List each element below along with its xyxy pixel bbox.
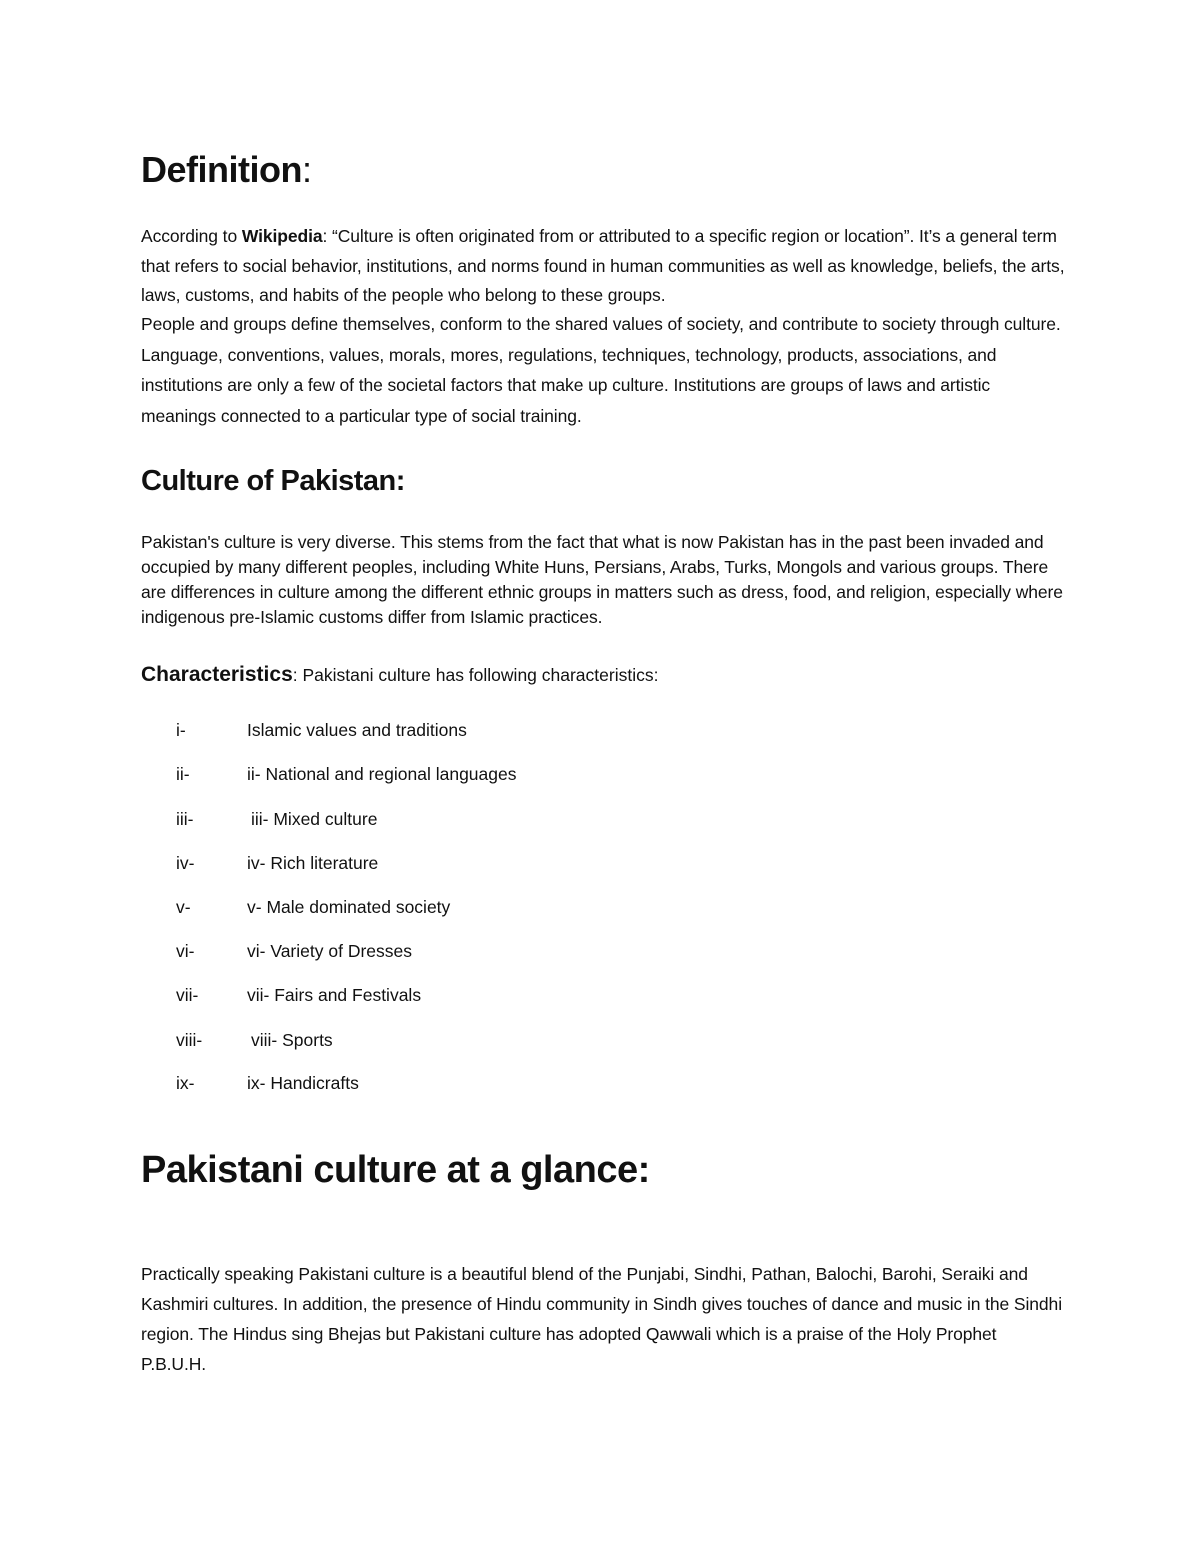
characteristics-label: Characteristics <box>141 663 293 686</box>
definition-intro-text: : “Culture is often originated from or attributed to a specific region or location”. It’s a general term that refers to social behavior, institutions, and norms found in human communities as well as knowledge, beliefs, the arts, laws, customs, and habits of the people who belong to these groups. <box>141 226 1065 305</box>
list-item-text: ii- National and regional languages <box>247 764 517 784</box>
list-item-text: iv- Rich literature <box>247 853 379 873</box>
list-item-number: i- <box>176 720 186 740</box>
list-item-text: iii- Mixed culture <box>251 809 378 829</box>
culture-of-pakistan-paragraph: Pakistan's culture is very diverse. This stems from the fact that what is now Pakistan has in the past been invaded and occupied by many different peoples, including White Huns, Persians, Arabs, Turks, Mongols and various groups. There are differences in culture among the different ethnic groups in matters such as dress, food, and religion, especially where indigenous pre-Islamic customs differ from Islamic practices. <box>141 532 1063 627</box>
list-item-text: vii- Fairs and Festivals <box>247 985 422 1005</box>
glance-heading: Pakistani culture at a glance: <box>141 1149 650 1191</box>
definition-heading-colon: : <box>301 149 312 190</box>
definition-heading-text: Definition <box>141 149 302 190</box>
definition-paragraph-2: People and groups define themselves, conform to the shared values of society, and contribute to society through culture. Language, conventions, values, morals, mores, regulations, techniques, technology, products, associations, and institutions are only a few of the societal factors that make up culture. Institutions are groups of laws and artistic meanings connected to a particular type of social training. <box>141 314 1061 426</box>
definition-source: Wikipedia <box>241 226 323 246</box>
list-item-number: ii- <box>176 764 190 784</box>
characteristics-intro-text: : Pakistani culture has following characteristics: <box>292 665 659 685</box>
list-item-text: viii- Sports <box>251 1030 333 1050</box>
list-item-number: ix- <box>176 1073 195 1093</box>
list-item-text: Islamic values and traditions <box>247 720 467 740</box>
culture-of-pakistan-heading: Culture of Pakistan: <box>141 465 405 497</box>
list-item-number: viii- <box>176 1030 203 1050</box>
definition-heading <box>141 148 312 192</box>
list-item-number: iv- <box>176 853 195 873</box>
characteristics-intro <box>141 660 658 690</box>
definition-intro-prefix: According to <box>141 226 242 246</box>
list-item-number: v- <box>176 897 191 917</box>
list-item-text: ix- Handicrafts <box>247 1073 359 1093</box>
list-item-text: v- Male dominated society <box>247 897 451 917</box>
definition-paragraph <box>141 222 1066 311</box>
glance-paragraph: Practically speaking Pakistani culture is a beautiful blend of the Punjabi, Sindhi, Pathan, Balochi, Barohi, Seraiki and Kashmiri cultures. In addition, the presence of Hindu community in Sindh gives touches of dance and music in the Sindhi region. The Hindus sing Bhejas but Pakistani culture has adopted Qawwali which is a praise of the Holy Prophet P.B.U.H. <box>141 1264 1062 1374</box>
list-item-number: vii- <box>176 985 199 1005</box>
list-item-text: vi- Variety of Dresses <box>247 941 412 961</box>
list-item-number: vi- <box>176 941 195 961</box>
list-item-number: iii- <box>176 809 194 829</box>
